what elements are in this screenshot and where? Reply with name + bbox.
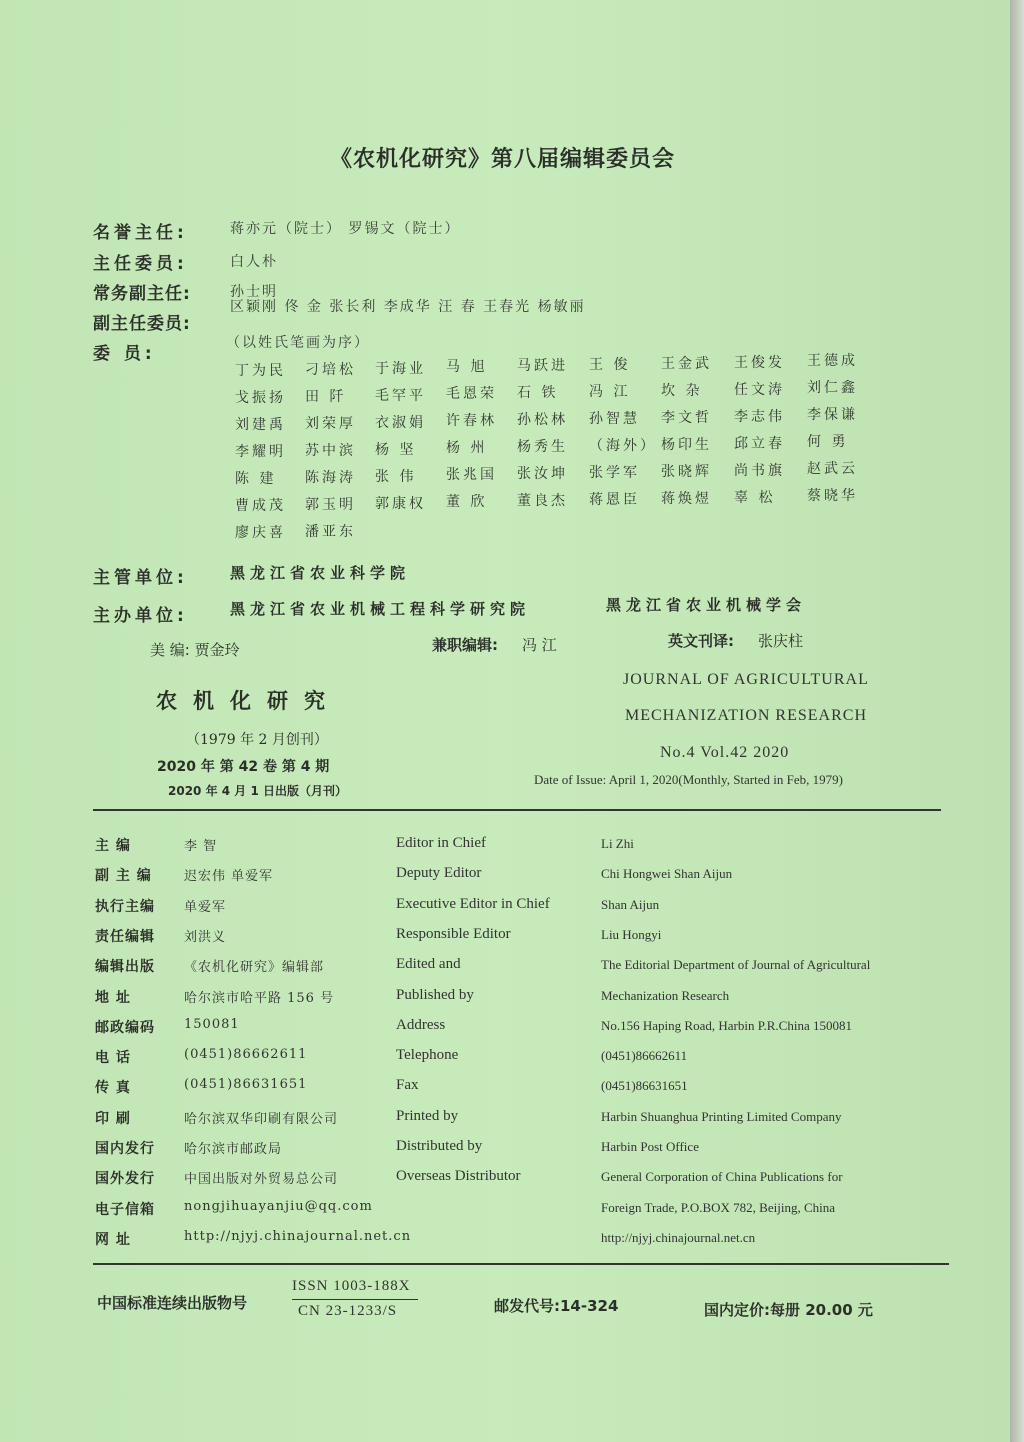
board-member: 张学军 xyxy=(589,465,640,481)
credit-label: 主 编 xyxy=(95,838,131,854)
credit-value: 中国出版对外贸易总公司 xyxy=(184,1172,339,1188)
board-member: 许春林 xyxy=(446,413,497,430)
board-member: 冯 江 xyxy=(589,384,631,400)
board-member: 潘亚东 xyxy=(305,523,356,540)
board-member: 尚书旗 xyxy=(734,462,785,479)
credit-label-en: Deputy Editor xyxy=(396,865,482,882)
page-title: 《农机化研究》第八届编辑委员会 xyxy=(330,146,676,172)
credit-value: 刘洪义 xyxy=(184,929,227,945)
board-member: 王俊发 xyxy=(734,354,785,371)
credit-label: 网 址 xyxy=(95,1231,131,1248)
board-member: 张晓辉 xyxy=(661,463,712,480)
members-note: （以姓氏笔画为序） xyxy=(226,335,370,351)
board-member: 何 勇 xyxy=(807,434,849,451)
board-member: 董良杰 xyxy=(517,493,568,510)
divider-top xyxy=(93,809,941,811)
issue-en: No.4 Vol.42 2020 xyxy=(660,744,790,761)
credit-label: 传 真 xyxy=(95,1080,131,1097)
date-of-issue-en: Date of Issue: April 1, 2020(Monthly, Started in Feb, 1979) xyxy=(534,772,843,787)
board-member: 邱立春 xyxy=(734,435,785,452)
board-member: 郭康权 xyxy=(375,495,426,512)
board-member: 坎 杂 xyxy=(661,382,703,399)
credit-label: 电 话 xyxy=(95,1050,131,1067)
board-member: 于海业 xyxy=(375,360,426,377)
credit-value-en: Harbin Post Office xyxy=(601,1139,699,1154)
credit-value: nongjihuayanjiu@qq.com xyxy=(184,1198,373,1214)
credit-label: 邮政编码 xyxy=(95,1019,155,1036)
part-editor-label: 兼职编辑: xyxy=(432,636,498,654)
board-member: 王德成 xyxy=(807,353,858,370)
serial-number-label: 中国标准连续出版物号 xyxy=(97,1294,248,1312)
journal-name-en-1: JOURNAL OF AGRICULTURAL xyxy=(623,671,869,688)
credit-value: http://njyj.chinajournal.net.cn xyxy=(184,1228,412,1244)
board-member: 田 阡 xyxy=(305,388,347,405)
board-member: 王 俊 xyxy=(589,357,631,373)
credit-label-en: Fax xyxy=(396,1077,419,1094)
credit-value: 单爱军 xyxy=(184,899,227,915)
board-member: 张 伟 xyxy=(375,468,417,485)
board-member: 赵武云 xyxy=(807,461,858,478)
board-member: 蔡晓华 xyxy=(807,488,858,505)
credit-label-en: Responsible Editor xyxy=(396,925,511,942)
credit-label-en: Printed by xyxy=(396,1107,459,1124)
price: 国内定价:每册 20.00 元 xyxy=(704,1301,873,1319)
supervisor-label: 主管单位: xyxy=(93,568,188,588)
credit-value: 迟宏伟 单爱军 xyxy=(184,869,274,885)
pub-date-cn: 2020 年 4 月 1 日出版（月刊） xyxy=(168,784,347,798)
credit-value-en: Foreign Trade, P.O.BOX 782, Beijing, China xyxy=(601,1199,836,1215)
credit-value-en: Harbin Shuanghua Printing Limited Company xyxy=(601,1108,842,1124)
credit-label: 编辑出版 xyxy=(95,959,155,976)
cn-number: CN 23-1233/S xyxy=(298,1303,398,1319)
exec-vice-label: 常务副主任: xyxy=(93,284,191,304)
exec-vice-value: 孙士明 xyxy=(230,284,278,300)
sponsor-label: 主办单位: xyxy=(93,606,188,626)
credit-value: 哈尔滨市哈平路 156 号 xyxy=(184,990,335,1006)
board-member: 曹成茂 xyxy=(235,498,286,514)
board-member: 陈 建 xyxy=(235,471,277,487)
art-editor: 美 编: 贾金玲 xyxy=(150,641,240,659)
board-member: 任文涛 xyxy=(734,381,785,398)
board-member: 孙松林 xyxy=(517,412,568,429)
board-member: 蒋焕煜 xyxy=(661,490,712,507)
board-member: 毛罕平 xyxy=(375,387,426,404)
credit-value-en: Li Zhi xyxy=(601,836,634,851)
credit-label: 地 址 xyxy=(95,989,131,1006)
credit-label-en: Editor in Chief xyxy=(396,835,486,851)
credit-value-en: (0451)86631651 xyxy=(601,1078,688,1094)
board-member: 杨印生 xyxy=(661,436,712,453)
credit-label: 印 刷 xyxy=(95,1110,131,1127)
board-member: （海外） xyxy=(589,438,657,454)
board-member: 辜 松 xyxy=(734,489,776,506)
board-member: 王金武 xyxy=(661,355,712,372)
page-edge xyxy=(1010,0,1024,1442)
board-member: 马跃进 xyxy=(517,358,568,375)
board-member: 杨 州 xyxy=(446,440,488,457)
en-translator-value: 张庆柱 xyxy=(758,632,804,650)
board-member: 郭玉明 xyxy=(305,496,356,513)
issue-cn: 2020 年 第 42 卷 第 4 期 xyxy=(157,759,330,775)
board-member: 李志伟 xyxy=(734,408,785,425)
credit-value: 哈尔滨双华印刷有限公司 xyxy=(184,1111,339,1127)
credit-value-en: Chi Hongwei Shan Aijun xyxy=(601,866,733,882)
divider-bottom xyxy=(93,1263,949,1265)
board-member: 丁为民 xyxy=(235,363,286,379)
board-member: 毛恩荣 xyxy=(446,386,497,403)
board-member: 刘仁鑫 xyxy=(807,380,858,397)
board-member: 刘荣厚 xyxy=(305,415,356,432)
board-member: 陈海涛 xyxy=(305,469,356,486)
credit-value: 150081 xyxy=(184,1016,240,1032)
credit-value: 李 智 xyxy=(184,839,218,854)
credit-value: 《农机化研究》编辑部 xyxy=(184,960,325,976)
chair-value: 白人朴 xyxy=(230,254,278,270)
board-member: 李保谦 xyxy=(807,407,858,424)
board-member: 李文哲 xyxy=(661,409,712,426)
credit-label: 执行主编 xyxy=(95,898,155,915)
en-translator-label: 英文刊译: xyxy=(668,632,734,650)
board-member: 衣淑娟 xyxy=(375,414,426,431)
board-member: 张汝坤 xyxy=(517,466,568,483)
sponsor-value-1: 黑龙江省农业机械工程科学研究院 xyxy=(230,600,531,618)
supervisor-value: 黑龙江省农业科学院 xyxy=(230,564,411,582)
members-label: 委 员: xyxy=(93,344,156,364)
credit-label-en: Executive Editor in Chief xyxy=(396,895,550,912)
honorary-label: 名誉主任: xyxy=(93,223,188,243)
vice-value: 区颖刚 佟 金 张长利 李成华 汪 春 王春光 杨敏丽 xyxy=(230,299,586,315)
credit-value: (0451)86631651 xyxy=(184,1077,308,1093)
board-member: 李耀明 xyxy=(235,444,286,460)
credit-value-en: Liu Hongyi xyxy=(601,926,662,942)
credit-label-en: Telephone xyxy=(396,1047,459,1064)
credit-value-en: Shan Aijun xyxy=(601,896,660,912)
board-member: 杨秀生 xyxy=(517,439,568,456)
board-member: 董 欣 xyxy=(446,494,488,511)
credit-label: 责任编辑 xyxy=(95,928,155,945)
board-member: 马 旭 xyxy=(446,359,488,376)
credit-value-en: The Editorial Department of Journal of Agricultural xyxy=(601,957,871,973)
issn-divider xyxy=(292,1299,418,1300)
chair-label: 主任委员: xyxy=(93,254,188,274)
credit-label-en: Edited and xyxy=(396,956,461,973)
board-member: 廖庆喜 xyxy=(235,525,286,541)
credit-label: 国外发行 xyxy=(95,1171,155,1188)
credit-label: 副 主 编 xyxy=(95,868,152,885)
part-editor-value: 冯 江 xyxy=(522,636,557,654)
credit-label-en: Published by xyxy=(396,986,474,1003)
credit-label: 电子信箱 xyxy=(95,1201,155,1218)
credit-value-en: http://njyj.chinajournal.net.cn xyxy=(601,1229,756,1245)
board-member: 刘建禹 xyxy=(235,417,286,433)
board-member: 戈振扬 xyxy=(235,390,286,406)
credit-label-en: Address xyxy=(396,1016,446,1033)
credit-label-en: Distributed by xyxy=(396,1138,483,1154)
credit-value-en: No.156 Haping Road, Harbin P.R.China 150081 xyxy=(601,1017,852,1033)
journal-name-cn: 农机化研究 xyxy=(156,689,341,713)
vice-label: 副主任委员: xyxy=(93,314,191,334)
board-member: 张兆国 xyxy=(446,467,497,484)
board-member: 蒋恩臣 xyxy=(589,492,640,508)
credit-value-en: Mechanization Research xyxy=(601,987,730,1003)
board-member: 苏中滨 xyxy=(305,442,356,459)
credit-value-en: (0451)86662611 xyxy=(601,1048,688,1064)
credit-label: 国内发行 xyxy=(95,1141,155,1157)
sponsor-value-2: 黑龙江省农业机械学会 xyxy=(606,596,807,614)
journal-name-en-2: MECHANIZATION RESEARCH xyxy=(625,707,867,724)
founded-date: （1979 年 2 月创刊） xyxy=(186,732,328,748)
issn: ISSN 1003-188X xyxy=(292,1278,411,1294)
honorary-value: 蒋亦元（院士） 罗锡文（院士） xyxy=(230,221,461,237)
postal-code: 邮发代号:14-324 xyxy=(494,1297,619,1315)
credit-label-en: Overseas Distributor xyxy=(396,1168,521,1185)
credit-value: 哈尔滨市邮政局 xyxy=(184,1142,283,1157)
credit-value: (0451)86662611 xyxy=(184,1047,308,1063)
board-member: 刁培松 xyxy=(305,361,356,378)
board-member: 杨 坚 xyxy=(375,441,417,458)
credit-value-en: General Corporation of China Publications for xyxy=(601,1169,843,1185)
board-member: 孙智慧 xyxy=(589,411,640,427)
board-member: 石 铁 xyxy=(517,385,559,402)
